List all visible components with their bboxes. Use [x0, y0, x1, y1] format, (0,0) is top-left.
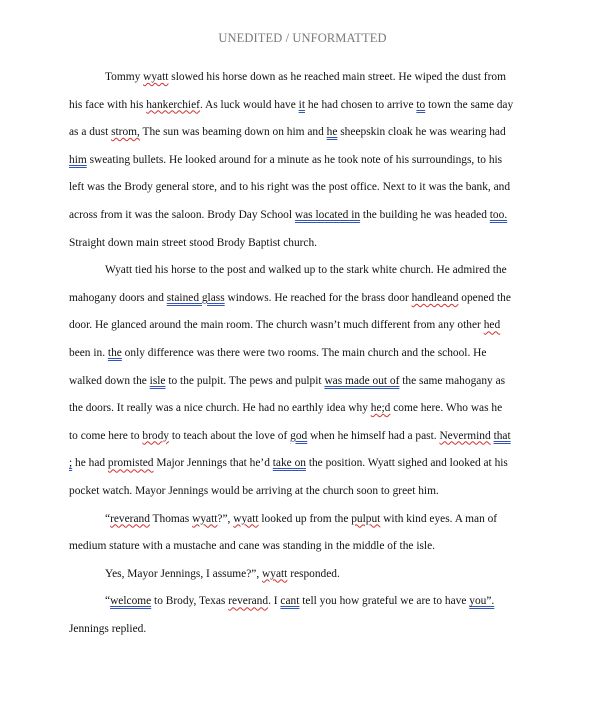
text-line [69, 533, 539, 561]
text-run: sheepskin cloak he was wearing had [337, 126, 506, 139]
text-run: The sun was beaming down on him and [139, 126, 327, 139]
text-line [69, 368, 539, 396]
spelling-error-word: wyatt [192, 512, 218, 525]
page-header: UNEDITED / UNFORMATTED [218, 31, 387, 45]
text-line [69, 285, 539, 313]
text-run: . I [268, 595, 281, 608]
text-run: the doors. It really was a nice church. He had no earthly idea why [69, 402, 371, 415]
text-run: pocket watch. Mayor Jennings would be arriving at the church soon to greet him. [69, 484, 439, 497]
text-line [69, 450, 539, 478]
grammar-flag-text: was made out of [324, 374, 400, 387]
text-run: come here. Who was he [390, 402, 503, 415]
text-line [69, 561, 539, 589]
grammar-flag-text: too. [489, 208, 508, 221]
paragraph [69, 561, 539, 589]
text-run: he had chosen to arrive [305, 98, 417, 111]
spelling-error-word: hankerchief [146, 98, 200, 111]
spelling-error-word: reverand [110, 512, 150, 525]
grammar-flag-text: stained glass [166, 291, 225, 304]
spelling-error-word: wyatt [262, 567, 288, 580]
text-run: looked up from the [258, 512, 352, 525]
text-run: slowed his horse down as he reached main street. He wiped the dust from [168, 71, 506, 83]
text-run: . As luck would have [199, 98, 299, 111]
grammar-flag-text: to [416, 98, 426, 111]
paragraph [69, 257, 539, 505]
grammar-flag-text: him [69, 153, 87, 166]
text-run: medium stature with a mustache and cane was standing in the middle of the isle. [69, 540, 435, 553]
text-run: door. He glanced around the main room. The church wasn’t much different from any other [69, 319, 484, 332]
paragraph [69, 64, 539, 257]
text-run: left was the Brody general store, and to his right was the post office. Next to it was the bank, and [69, 181, 511, 194]
text-line [69, 340, 539, 368]
spelling-error-word: strom, [111, 126, 140, 139]
text-run: town the same day [425, 98, 514, 111]
grammar-flag-text: take on [272, 457, 306, 470]
text-run: mahogany doors and [69, 291, 167, 304]
text-run: he had [72, 457, 108, 470]
spelling-error-word: promisted [107, 457, 154, 470]
text-run: sweating bullets. He looked around for a minute as he took note of his surroundings, to his [86, 153, 503, 166]
spelling-error-word: handleand [411, 291, 459, 304]
text-run: Straight down main street stood Brody Baptist church. [69, 236, 318, 249]
text-run: opened the [458, 291, 511, 304]
paragraph [69, 506, 539, 561]
text-line [69, 92, 539, 120]
text-run: Yes, Mayor Jennings, I assume?”, [105, 567, 263, 580]
text-run: windows. He reached for the brass door [224, 291, 412, 304]
text-run: ?”, [217, 512, 234, 525]
spelling-error-word: brody [142, 429, 169, 442]
text-run: responded. [287, 567, 340, 580]
spelling-error-word: hed [483, 319, 501, 332]
grammar-flag-text: you”. [469, 595, 495, 608]
text-run: the position. Wyatt sighed and looked at his [305, 457, 508, 470]
grammar-flag-text: god [290, 429, 308, 442]
spelling-error-word: pulput [351, 512, 381, 525]
text-run: as a dust [69, 126, 112, 139]
text-line [69, 423, 539, 451]
text-line [69, 395, 539, 423]
text-run: Major Jennings that he’d [153, 457, 273, 470]
text-run: with kind eyes. A man of [380, 512, 498, 525]
text-run: across from it was the saloon. Brody Day School [69, 208, 295, 221]
text-line [69, 147, 539, 175]
text-line [69, 588, 539, 616]
grammar-flag-text: cant [280, 595, 300, 608]
text-line [69, 202, 539, 230]
text-line [69, 64, 539, 92]
paragraph [69, 588, 539, 643]
text-run: Wyatt tied his horse to the post and walked up to the stark white church. He admired the [105, 264, 507, 277]
text-run: to Brody, Texas [151, 595, 229, 608]
grammar-flag-text: isle [149, 374, 166, 387]
text-run: “ [105, 595, 111, 608]
text-run: Jennings replied. [69, 622, 147, 635]
text-line [69, 616, 539, 644]
text-line [69, 257, 539, 285]
spelling-error-word: wyatt [233, 512, 259, 525]
document-body[interactable] [69, 64, 539, 643]
text-line [69, 119, 539, 147]
text-run: only difference was there were two rooms. The main church and the school. He [121, 346, 487, 359]
text-line [69, 230, 539, 258]
text-line [69, 312, 539, 340]
spelling-error-word: Nevermind [439, 429, 491, 442]
grammar-flag-text: that [493, 429, 511, 442]
text-run: Thomas [149, 512, 193, 525]
text-line [69, 478, 539, 506]
text-run: when he himself had a past. [307, 429, 440, 442]
text-run: Tommy [105, 71, 144, 83]
text-run: been in. [69, 346, 108, 359]
text-run: “ [105, 512, 111, 525]
grammar-flag-text: he [326, 126, 338, 139]
grammar-flag-text: was located in [294, 208, 361, 221]
text-run: the same mahogany as [399, 374, 506, 387]
grammar-flag-text: the [107, 346, 122, 359]
text-run: his face with his [69, 98, 147, 111]
text-run: tell you how grateful we are to have [299, 595, 470, 608]
text-run: the building he was headed [360, 208, 490, 221]
text-run: to teach about the love of [168, 429, 291, 442]
spelling-error-word: reverand [228, 595, 269, 608]
text-run: to come here to [69, 429, 143, 442]
grammar-flag-text: ; [69, 457, 73, 470]
grammar-flag-text: it [298, 98, 306, 111]
spelling-error-word: he;d [370, 402, 391, 415]
text-line [69, 506, 539, 534]
text-line [69, 174, 539, 202]
text-run: to the pulpit. The pews and pulpit [165, 374, 325, 387]
grammar-flag-text: welcome [110, 595, 152, 608]
spelling-error-word: wyatt [143, 71, 169, 83]
text-run: walked down the [69, 374, 150, 387]
